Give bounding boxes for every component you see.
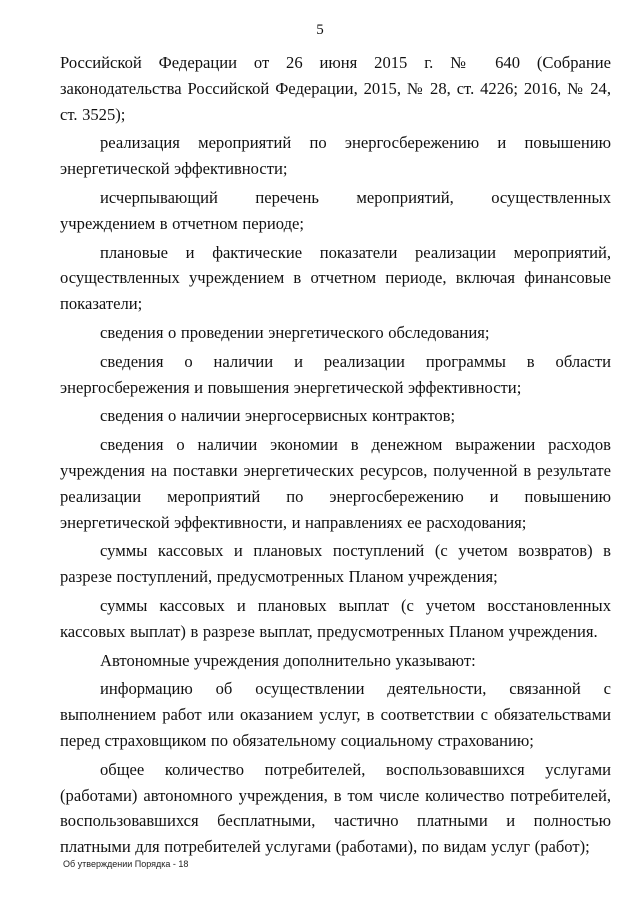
paragraph-energy-program: сведения о наличии и реализации программы в области энергосбережения и повышения энергетической эффективности; — [60, 351, 611, 397]
paragraph-cash-payments: суммы кассовых и плановых выплат (с учетом восстановленных кассовых выплат) в разрезе выплат, предусмотренных Планом учреждения. — [60, 595, 611, 641]
paragraph-energy-saving-measures: реализация мероприятий по энергосбережению и повышению энергетической эффективности; — [60, 133, 611, 179]
paragraph-insurance-obligations: информацию об осуществлении деятельности, связанной с выполнением работ или оказанием услуг, в соответствии с обязательствами перед страховщиком по обязательному социальному страхованию; — [60, 679, 611, 750]
page-number: 5 — [316, 22, 324, 38]
document-body — [60, 50, 611, 863]
paragraph-continuation: Российской Федерации от 26 июня 2015 г. № 640 (Собрание законодательства Российской Федерации, 2015, № 28, ст. 4226; 2016, № 24, ст. 3525); — [60, 53, 611, 124]
paragraph-consumers-count: общее количество потребителей, воспользовавшихся услугами (работами) автономного учреждения, в том числе количество потребителей, воспользовавшихся бесплатными, частично платными и полностью платными для потребителей услугами (работами), по видам услуг (работ); — [60, 759, 611, 857]
paragraph-autonomous-intro: Автономные учреждения дополнительно указывают: — [100, 650, 476, 670]
paragraph-energy-audit: сведения о проведении энергетического обследования; — [100, 322, 490, 342]
paragraph-savings: сведения о наличии экономии в денежном выражении расходов учреждения на поставки энергетических ресурсов, полученной в результате реализации мероприятий по энергосбережению и повышению энергетической эффективности, и направлениях ее расходования; — [60, 435, 611, 532]
paragraph-energy-service-contracts: сведения о наличии энергосервисных контрактов; — [100, 406, 456, 426]
paragraph-measures-list: исчерпывающий перечень мероприятий, осуществленных учреждением в отчетном периоде; — [60, 187, 611, 233]
paragraph-cash-receipts: суммы кассовых и плановых поступлений (с учетом возвратов) в разрезе поступлений, предусмотренных Планом учреждения; — [60, 541, 611, 587]
paragraph-planned-actual-indicators: плановые и фактические показатели реализации мероприятий, осуществленных учреждением в отчетном периоде, включая финансовые показатели; — [60, 242, 611, 314]
footer-note: Об утверждении Порядка - 18 — [63, 859, 189, 869]
